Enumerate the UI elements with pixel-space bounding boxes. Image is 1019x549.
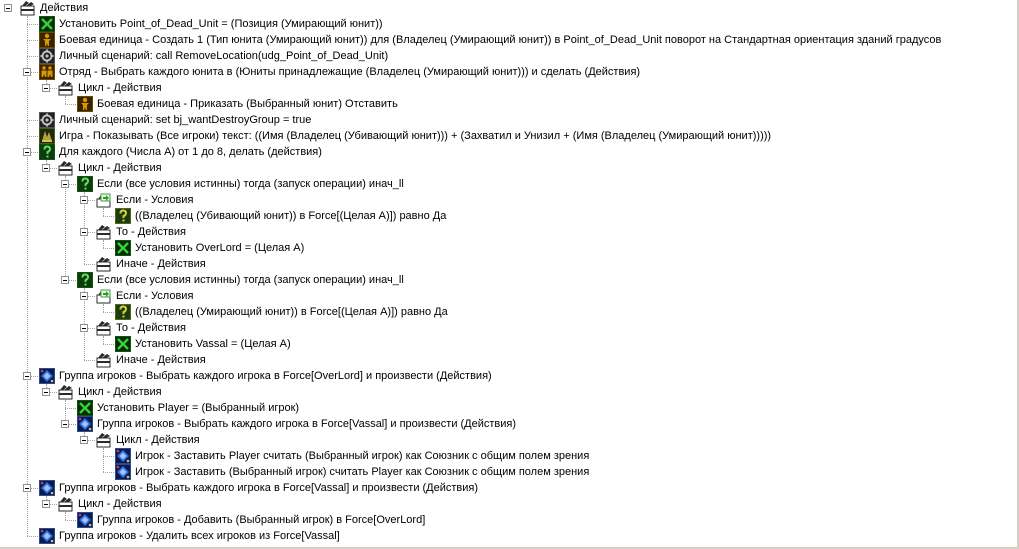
collapse-toggle-icon[interactable] [80,436,88,444]
tree-row-label: Группа игроков - Выбрать каждого игрока в Force[Vassal] и произвести (Действия) [59,482,479,494]
collapse-toggle-icon[interactable] [4,4,12,12]
tree-connector [27,56,38,57]
tree-row-label: Цикл - Действия [78,82,162,94]
collapse-toggle-icon[interactable] [61,276,69,284]
tree-row-label: Установить OverLord = (Целая A) [135,242,305,254]
tree-connector [65,408,76,409]
tree-row-label: Группа игроков - Выбрать каждого игрока в Force[Vassal] и произвести (Действия) [97,418,517,430]
tree-row-label: Установить Point_of_Dead_Unit = (Позиция (Умирающий юнит)) [59,18,383,30]
folder-icon [58,160,74,176]
tree-guide [27,16,28,536]
condition-icon [115,304,131,320]
tree-connector [27,536,38,537]
unit-icon [77,96,93,112]
tree-guide [65,96,66,104]
tree-connector [65,104,76,105]
tree-connector [27,136,38,137]
collapse-toggle-icon[interactable] [23,484,31,492]
tree-row-label: Группа игроков - Выбрать каждого игрока в Force[OverLord] и произвести (Действия) [59,370,492,382]
tree-row-label: Иначе - Действия [116,354,206,366]
tree-row-label: То - Действия [116,226,186,238]
player-group-icon [115,464,131,480]
player-group-icon [39,368,55,384]
unit-group-icon [39,64,55,80]
tree-row-label: Если (все условия истинны) тогда (запуск операции) инач_ll [97,274,404,286]
tree-row-label: Цикл - Действия [116,434,200,446]
collapse-toggle-icon[interactable] [42,500,50,508]
collapse-toggle-icon[interactable] [23,68,31,76]
custom-script-icon [39,112,55,128]
tree-row-label: Для каждого (Числа A) от 1 до 8, делать (действия) [59,146,322,158]
tree-guide [103,336,104,344]
tree-row-label: Цикл - Действия [78,162,162,174]
folder-icon [96,352,112,368]
tree-row-label: Цикл - Действия [78,498,162,510]
tree-row-label: Игрок - Заставить Player считать (Выбранный игрок) как Союзник с общим полем зрения [135,450,590,462]
tree-connector [103,312,114,313]
collapse-toggle-icon[interactable] [42,164,50,172]
tree-row-label: ((Владелец (Убивающий юнит)) в Force[(Целая A)]) равно Да [135,210,447,222]
if-then-else-icon [77,272,93,288]
folder-icon [58,80,74,96]
collapse-toggle-icon[interactable] [61,420,69,428]
set-variable-icon [115,336,131,352]
player-group-icon [77,512,93,528]
tree-row-label: Отряд - Выбрать каждого юнита в (Юниты принадлежащие (Владелец (Умирающий юнит))) и сделать (Действия) [59,66,641,78]
collapse-toggle-icon[interactable] [42,84,50,92]
player-group-icon [39,528,55,544]
tree-row-label: Иначе - Действия [116,258,206,270]
tree-row-label: Действия [40,2,89,14]
collapse-toggle-icon[interactable] [61,180,69,188]
folder-icon [58,496,74,512]
tree-guide [103,240,104,248]
tree-connector [103,248,114,249]
collapse-toggle-icon[interactable] [80,228,88,236]
tree-row-label: Личный сценарий: call RemoveLocation(udg_Point_of_Dead_Unit) [59,50,389,62]
tree-connector [65,520,76,521]
tree-row-label: ((Владелец (Умирающий юнит)) в Force[(Целая A)]) равно Да [135,306,448,318]
player-group-icon [115,448,131,464]
game-icon [39,128,55,144]
tree-row-label: Группа игроков - Добавить (Выбранный игрок) в Force[OverLord] [97,514,426,526]
tree-row-label: Группа игроков - Удалить всех игроков из Force[Vassal] [59,530,340,542]
tree-guide [65,512,66,520]
collapse-toggle-icon[interactable] [23,372,31,380]
tree-row-label: Если (все условия истинны) тогда (запуск операции) инач_ll [97,178,404,190]
player-group-icon [39,480,55,496]
tree-connector [103,344,114,345]
tree-row-label: Если - Условия [116,194,194,206]
tree-connector [27,24,38,25]
collapse-toggle-icon[interactable] [80,324,88,332]
set-variable-icon [39,16,55,32]
collapse-toggle-icon[interactable] [80,196,88,204]
tree-row-label: Установить Player = (Выбранный игрок) [97,402,300,414]
tree-connector [27,120,38,121]
tree-row-label: Если - Условия [116,290,194,302]
player-group-icon [77,416,93,432]
tree-guide [103,208,104,216]
folder-icon [96,224,112,240]
folder-icon [96,432,112,448]
tree-row-label: Личный сценарий: set bj_wantDestroyGroup = true [59,114,312,126]
tree-connector [84,264,95,265]
tree-connector [84,360,95,361]
for-loop-icon [39,144,55,160]
custom-script-icon [39,48,55,64]
collapse-toggle-icon[interactable] [80,292,88,300]
folder-icon [96,256,112,272]
tree-connector [103,472,114,473]
tree-connector [103,216,114,217]
if-then-else-icon [77,176,93,192]
tree-row-label: Боевая единица - Создать 1 (Тип юнита (Умирающий юнит)) для (Владелец (Умирающий юнит)) в Point_of_Dead_Unit поворот на Стандартная ориентация зданий градусов [59,34,942,46]
folder-icon [58,384,74,400]
folder-icon [20,0,36,16]
collapse-toggle-icon[interactable] [23,148,31,156]
set-variable-icon [115,240,131,256]
tree-row-label: Установить Vassal = (Целая A) [135,338,291,350]
tree-row-label: Цикл - Действия [78,386,162,398]
conditions-folder-icon [96,192,112,208]
tree-row-label: То - Действия [116,322,186,334]
tree-connector [27,40,38,41]
folder-icon [96,320,112,336]
set-variable-icon [77,400,93,416]
tree-guide [103,448,104,472]
tree-row-label: Игрок - Заставить (Выбранный игрок) считать Player как Союзник с общим полем зрения [135,466,590,478]
tree-connector [103,456,114,457]
conditions-folder-icon [96,288,112,304]
tree-guide [103,304,104,312]
tree-row-label: Игра - Показывать (Все игроки) текст: ((Имя (Владелец (Убивающий юнит))) + (Захватил и Унизил + (Имя (Владелец (Умирающий юнит))))) [59,130,772,142]
collapse-toggle-icon[interactable] [42,388,50,396]
condition-icon [115,208,131,224]
tree-guide [65,176,66,280]
tree-row-label: Боевая единица - Приказать (Выбранный юнит) Отставить [97,98,398,110]
unit-icon [39,32,55,48]
